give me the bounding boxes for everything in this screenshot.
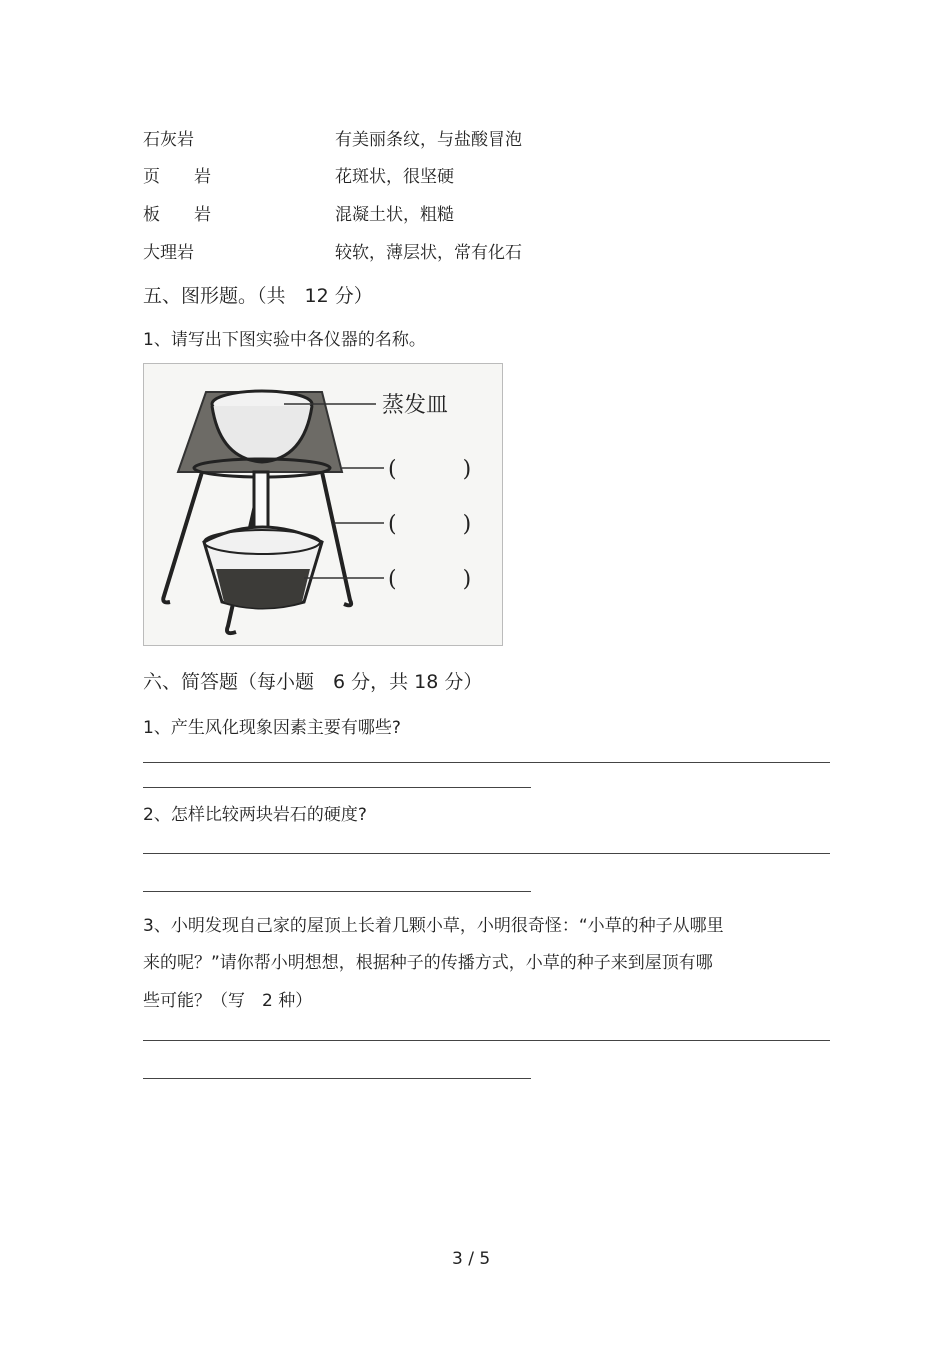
answer-blank[interactable]: ( ) — [388, 567, 472, 592]
question-6-3-line1: 3、小明发现自己家的屋顶上长着几颗小草，小明很奇怪：“小草的种子从哪里 — [143, 916, 724, 936]
evaporation-apparatus-illustration — [144, 364, 502, 645]
rock-name: 大理岩 — [143, 243, 194, 263]
question-6-3-line3: 些可能？（写 2 种） — [143, 991, 313, 1011]
question-6-2: 2、怎样比较两块岩石的硬度? — [143, 805, 367, 825]
answer-line[interactable] — [143, 1040, 830, 1041]
question-6-3-line2: 来的呢？”请你帮小明想想，根据种子的传播方式，小草的种子来到屋顶有哪 — [143, 953, 713, 973]
rock-name: 页 岩 — [143, 167, 211, 187]
answer-blank[interactable]: ( ) — [388, 512, 472, 537]
label-evaporating-dish: 蒸发皿 — [382, 393, 449, 418]
section-6-title: 六、简答题（每小题 6 分，共 18 分） — [143, 671, 483, 693]
question-5-1: 1、请写出下图实验中各仪器的名称。 — [143, 330, 426, 350]
answer-line[interactable] — [143, 787, 531, 788]
rock-feature: 花斑状，很坚硬 — [335, 167, 454, 187]
page-number: 3 / 5 — [452, 1249, 491, 1269]
rock-feature: 较软，薄层状，常有化石 — [335, 243, 522, 263]
rock-name: 板 岩 — [143, 205, 211, 225]
question-6-1: 1、产生风化现象因素主要有哪些? — [143, 718, 401, 738]
rock-name: 石灰岩 — [143, 130, 194, 150]
answer-line[interactable] — [143, 853, 830, 854]
rock-feature: 有美丽条纹，与盐酸冒泡 — [335, 130, 522, 150]
answer-line[interactable] — [143, 1078, 531, 1079]
answer-line[interactable] — [143, 762, 830, 763]
apparatus-figure — [143, 363, 503, 646]
answer-line[interactable] — [143, 891, 531, 892]
answer-blank[interactable]: ( ) — [388, 457, 472, 482]
section-5-title: 五、图形题。（共 12 分） — [143, 285, 373, 307]
rock-feature: 混凝土状，粗糙 — [335, 205, 454, 225]
